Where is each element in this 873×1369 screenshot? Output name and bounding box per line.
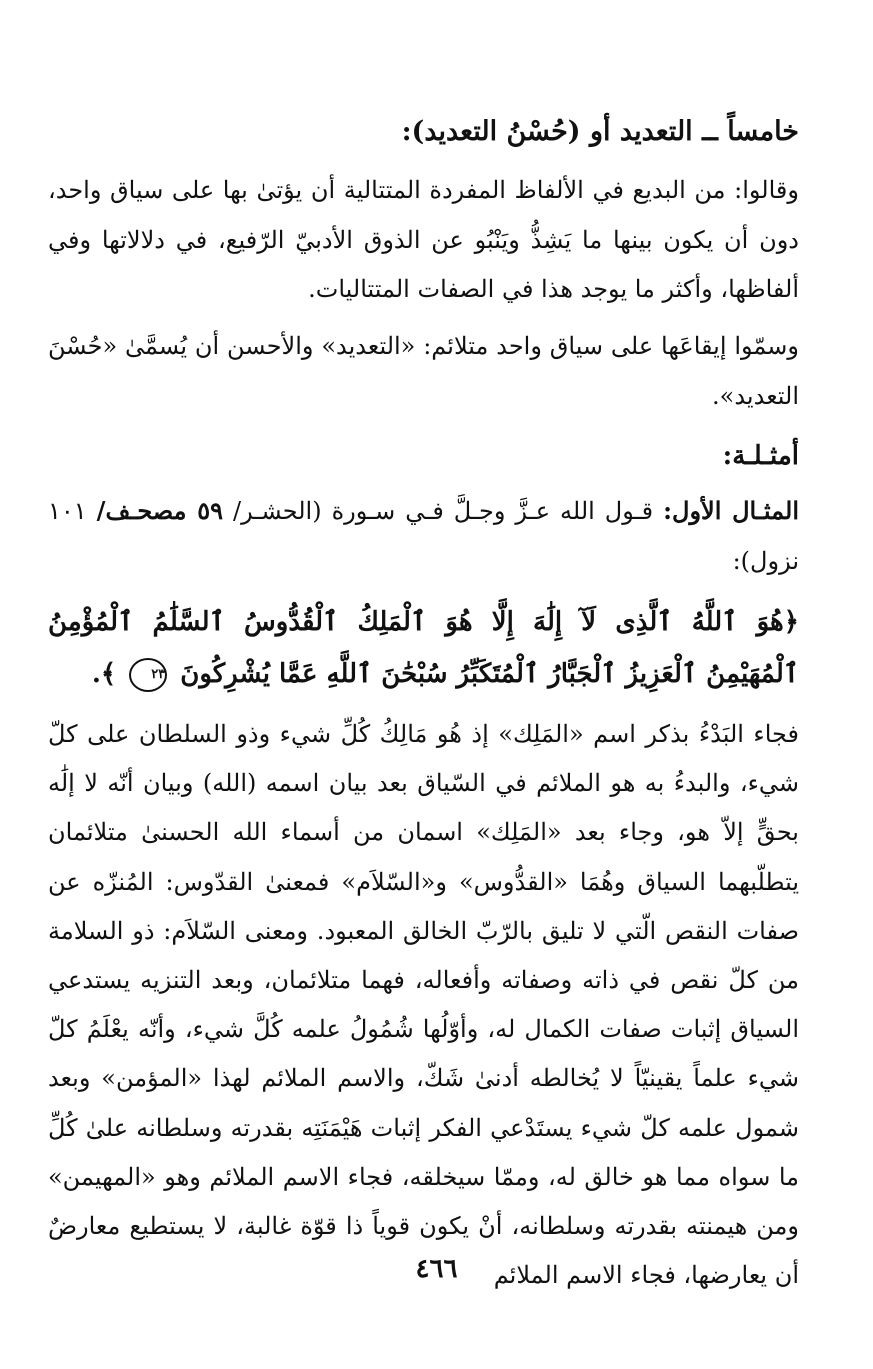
- paragraph-explanation: فجاء البَدْءُ بذكر اسم «المَلِك» إذ هُو مَالِكُ كُلِّ شيء وذو السلطان على كلّ شيء، والبدءُ به هو الملائم في السّياق بعد بيان اسمه (الله) وبيان أنّه لا إلَٰه بحقٍّ إلاّ هو، وجاء بعد «المَلِك» اسمان من أسماء الله الحسنىٰ متلائمان يتطلّبهما السياق وهُمَا «القدُّوس» و«السّلاَم» فمعنىٰ القدّوس: المُنزّه عن صفات النقص الّتي لا تليق بالرّبّ الخالق المعبود. ومعنى السّلاَم: ذو السلامة من كلّ نقص في ذاته وصفاته وأفعاله، فهما متلائمان، وبعد التنزيه يستدعي السياق إثبات صفات الكمال له، وأوّلُها شُمُولُ علمه كُلَّ شيء، وأنّه يعْلَمُ كلّ شيء علماً يقينيّاً لا يُخالطه أدنىٰ شَكّ، والاسم الملائم لهذا «المؤمن» وبعد شمول علمه كلّ شيء يستَدْعي الفكر إثبات هَيْمَنَتِه بقدرته وسلطانه علىٰ كُلِّ ما سواه مما هو خالق له، وممّا سيخلقه، فجاء الاسم الملائم وهو «المهيمن» ومن هيمنته بقدرته وسلطانه، أنْ يكون قوياً ذا قوّة غالبة، لا يستطيع معارضٌ أن يعارضها، فجاء الاسم الملائم: [48, 720, 800, 1290]
- example-one-intro: [48, 486, 799, 586]
- examples-heading: أمثـلـة:: [722, 441, 799, 471]
- example-one-text-end: ١٠١ نزول):: [48, 497, 799, 575]
- example-one-label: المثـال الأول:: [663, 496, 799, 525]
- ayah-number-marker: ٢٣: [129, 658, 167, 692]
- quran-verse-text: ﴿هُوَ ٱللَّهُ ٱلَّذِى لَآ إِلَٰهَ إِلَّا هُوَ ٱلْمَلِكُ ٱلْقُدُّوسُ ٱلسَّلَٰمُ ٱلْمُؤْمِنُ ٱلْمُهَيْمِنُ ٱلْعَزِيزُ ٱلْجَبَّارُ ٱلْمُتَكَبِّرُ سُبْحَٰنَ ٱللَّهِ عَمَّا يُشْرِكُونَ: [48, 607, 799, 689]
- quran-verse: [48, 596, 799, 700]
- example-one-text: قـول الله عـزَّ وجـلَّ فـي سـورة (الحشـر/: [232, 497, 654, 525]
- example-one-reference: ٥٩ مصحـف/: [96, 496, 223, 525]
- quran-verse-close: ﴾.: [91, 659, 117, 689]
- paragraph-definition: وقالوا: من البديع في الألفاظ المفردة المتتالية أن يؤتىٰ بها على سياق واحد، دون أن يكون بينها ما يَشِذُّ ويَنْبُو عن الذوق الأدبيّ الرّفيع، في دلالاتها وفي ألفاظها، وأكثر ما يوجد هذا في الصفات المتتاليات.: [48, 176, 799, 303]
- page-number: ٤٦٦: [415, 1254, 458, 1284]
- paragraph-naming: وسمّوا إيقاعَها على سياق واحد متلائم: «التعديد» والأحسن أن يُسمَّىٰ «حُسْنَ التعديد».: [48, 332, 799, 410]
- section-heading: خامساً ــ التعديد أو (حُسْنُ التعديد):: [401, 116, 799, 147]
